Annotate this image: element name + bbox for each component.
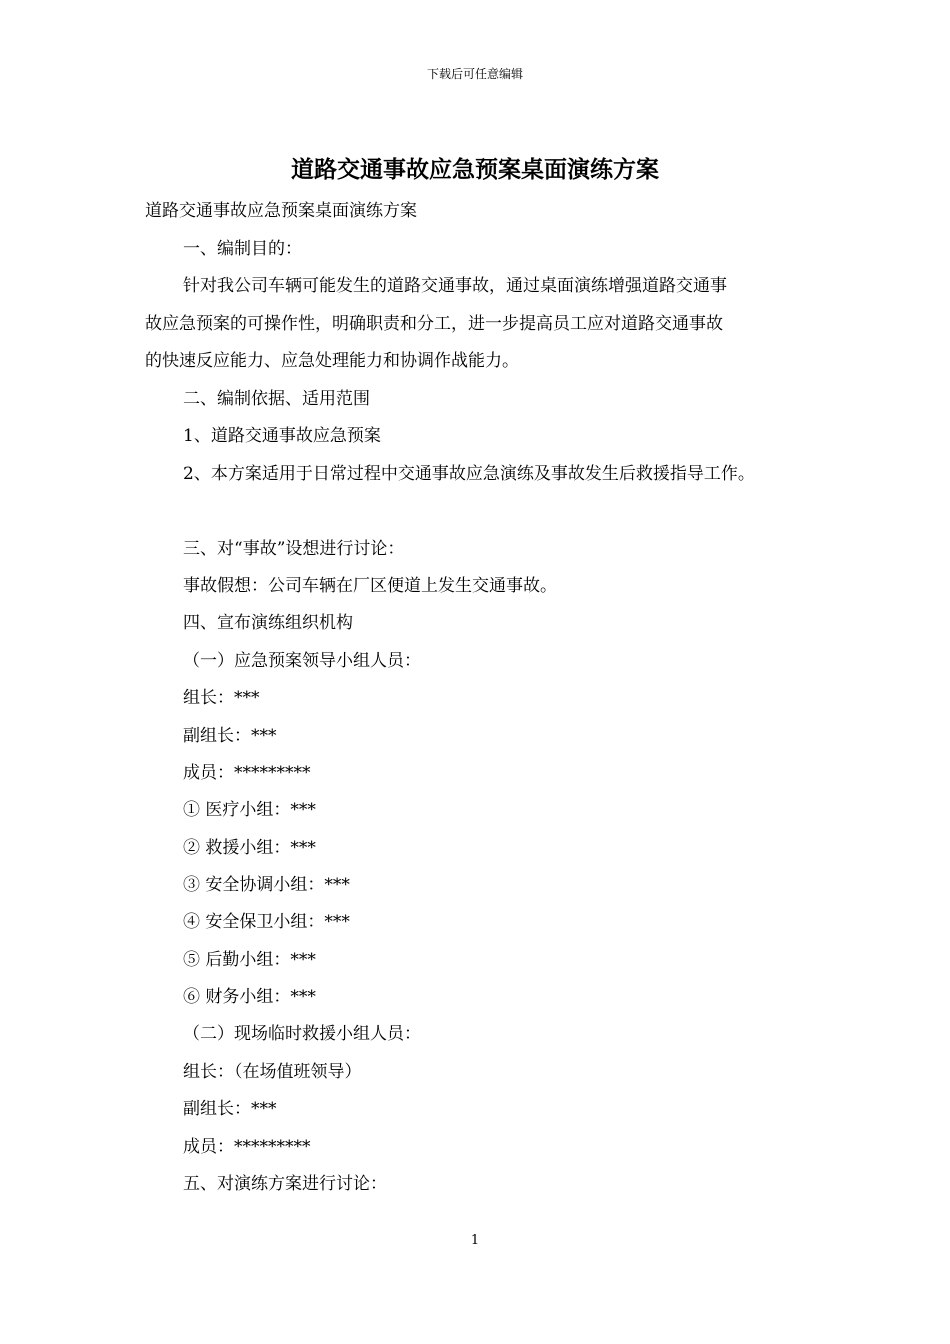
subheading-onsite-rescue-group: （二）现场临时救援小组人员： — [183, 1024, 421, 1044]
section-heading-purpose: 一、编制目的： — [183, 239, 302, 259]
medical-team-line: ① 医疗小组：*** — [183, 800, 316, 820]
section-heading-basis-scope: 二、编制依据、适用范围 — [183, 389, 370, 409]
deputy-leader-line: 副组长：*** — [183, 726, 277, 746]
onsite-leader-line: 组长：（在场值班领导） — [183, 1062, 362, 1082]
paragraph-purpose-line-1: 针对我公司车辆可能发生的道路交通事故，通过桌面演练增强道路交通事 — [183, 276, 727, 296]
section-heading-plan-discussion: 五、对演练方案进行讨论： — [183, 1174, 387, 1194]
accident-assumption: 事故假想：公司车辆在厂区便道上发生交通事故。 — [183, 576, 557, 596]
safety-coordination-team-line: ③ 安全协调小组：*** — [183, 875, 350, 895]
document-title: 道路交通事故应急预案桌面演练方案 — [291, 156, 659, 183]
section-heading-organization: 四、宣布演练组织机构 — [183, 613, 353, 633]
leader-line: 组长：*** — [183, 688, 260, 708]
paragraph-purpose-line-3: 的快速反应能力、应急处理能力和协调作战能力。 — [145, 351, 519, 371]
finance-team-line: ⑥ 财务小组：*** — [183, 987, 316, 1007]
doc-subtitle-line: 道路交通事故应急预案桌面演练方案 — [145, 201, 417, 221]
rescue-team-line: ② 救援小组：*** — [183, 838, 316, 858]
logistics-team-line: ⑤ 后勤小组：*** — [183, 950, 316, 970]
basis-item-1: 1、道路交通事故应急预案 — [183, 426, 381, 446]
header-note: 下载后可任意编辑 — [426, 67, 523, 81]
paragraph-purpose-line-2: 故应急预案的可操作性，明确职责和分工，进一步提高员工应对道路交通事故 — [145, 314, 723, 334]
security-team-line: ④ 安全保卫小组：*** — [183, 912, 350, 932]
section-heading-accident-scenario: 三、对“事故”设想进行讨论： — [183, 539, 405, 559]
subheading-leadership-group: （一）应急预案领导小组人员： — [183, 651, 421, 671]
members-line: 成员：********* — [183, 763, 311, 783]
onsite-members-line: 成员：********* — [183, 1137, 311, 1157]
basis-item-2: 2、本方案适用于日常过程中交通事故应急演练及事故发生后救援指导工作。 — [183, 464, 755, 484]
page-number: 1 — [470, 1233, 480, 1248]
onsite-deputy-leader-line: 副组长：*** — [183, 1099, 277, 1119]
